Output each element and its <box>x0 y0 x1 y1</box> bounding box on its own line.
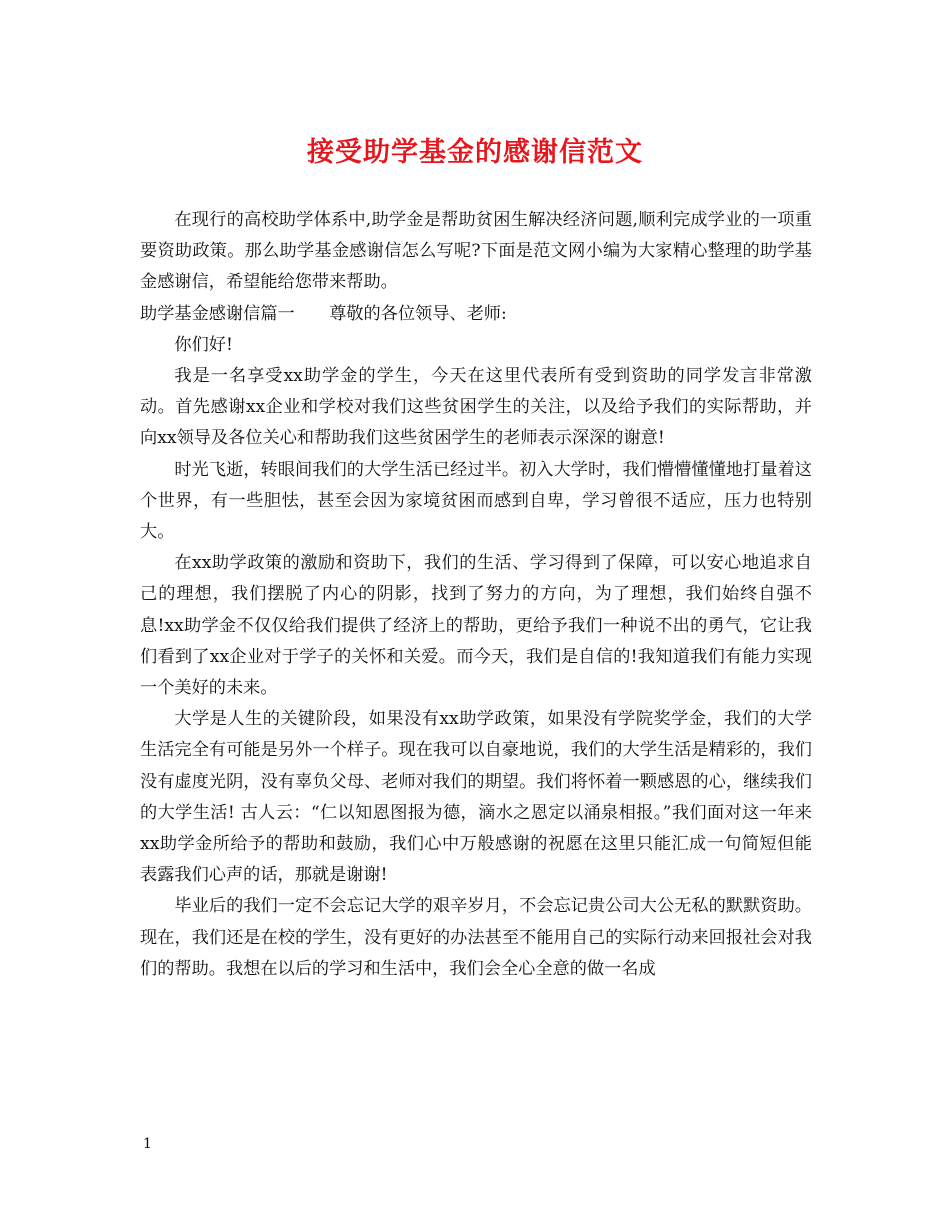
greeting: 你们好! <box>174 334 233 355</box>
document-body <box>140 205 812 985</box>
paragraph-intro: 在现行的高校助学体系中,助学金是帮助贫困生解决经济问题,顺利完成学业的一项重要资助政策。那么助学基金感谢信怎么写呢?下面是范文网小编为大家精心整理的助学基金感谢信，希望能给您带来帮助。 <box>140 210 812 293</box>
paragraph-4: 大学是人生的关键阶段，如果没有xx助学政策，如果没有学院奖学金，我们的大学生活完全有可能是另外一个样子。现在我可以自豪地说，我们的大学生活是精彩的，我们没有虚度光阴，没有辜负父母、老师对我们的期望。我们将怀着一颗感恩的心，继续我们的大学生活! 古人云：“仁以知恩图报为德，滴水之恩定以涌泉相报。”我们面对这一年来xx助学金所给予的帮助和鼓励，我们心中万般感谢的祝愿在这里只能汇成一句简短但能表露我们心声的话，那就是谢谢! <box>140 709 812 886</box>
paragraph-5: 毕业后的我们一定不会忘记大学的艰辛岁月，不会忘记贵公司大公无私的默默资助。现在，我们还是在校的学生，没有更好的办法甚至不能用自己的实际行动来回报社会对我们的帮助。我想在以后的学习和生活中，我们会全心全意的做一名成 <box>140 896 812 979</box>
letter-heading: 助学基金感谢信篇一 尊敬的各位领导、老师: <box>140 303 507 324</box>
page-number: 1 <box>143 1136 152 1152</box>
document-title: 接受助学基金的感谢信范文 <box>307 137 643 168</box>
paragraph-2: 时光飞逝，转眼间我们的大学生活已经过半。初入大学时，我们懵懵懂懂地打量着这个世界，有一些胆怯，甚至会因为家境贫困而感到自卑，学习曾很不适应，压力也特别大。 <box>140 459 812 543</box>
paragraph-3: 在xx助学政策的激励和资助下，我们的生活、学习得到了保障，可以安心地追求自己的理想，我们摆脱了内心的阴影，找到了努力的方向，为了理想，我们始终自强不息!xx助学金不仅仅给我们提供了经济上的帮助，更给予我们一种说不出的勇气，它让我们看到了xx企业对于学子的关怀和关爱。而今天，我们是自信的!我知道我们有能力实现一个美好的未来。 <box>140 553 812 699</box>
paragraph-1: 我是一名享受xx助学金的学生，今天在这里代表所有受到资助的同学发言非常激动。首先感谢xx企业和学校对我们这些贫困学生的关注，以及给予我们的实际帮助，并向xx领导及各位关心和帮助我们这些贫困学生的老师表示深深的谢意! <box>140 366 812 449</box>
